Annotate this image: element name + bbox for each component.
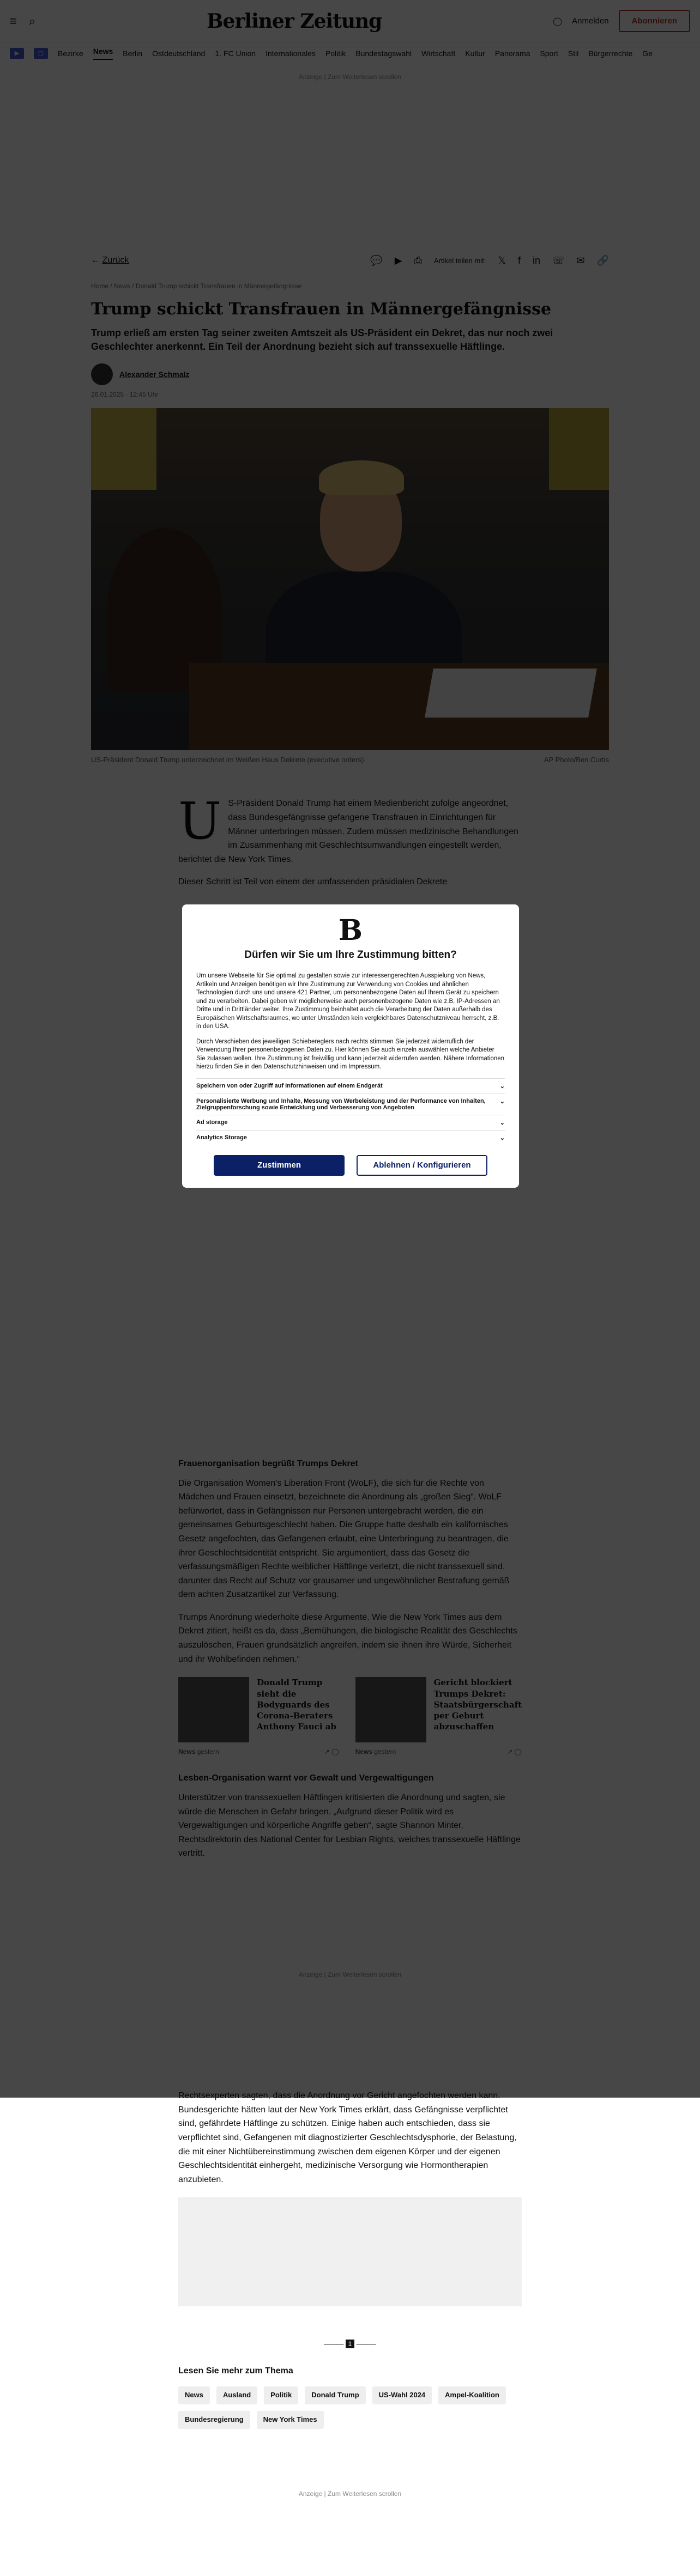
consent-section[interactable]: Analytics Storage ⌄ — [196, 1130, 505, 1145]
chevron-down-icon: ⌄ — [499, 1119, 505, 1126]
accept-button[interactable]: Zustimmen — [214, 1155, 345, 1176]
chevron-down-icon: ⌄ — [499, 1083, 505, 1090]
paragraph: Bundesgerichte hätten laut der New York Times erklärt, dass Gefängnisse verpflichtet sind, gefährdete Häftlinge zu schützen. Einige haben auch entschieden, dass sie verpflichtet sind, Gefangenen mit diagnostizierter Geschlechtsdysphorie, der Belastung, die mit einer Nichtübereinstimmung zwischen dem eigenen Körper und der eigenen Geschlechtsidentität einhergeht, medizinische Versorgung wie Hormontherapien anzubieten. — [178, 2105, 517, 2184]
ad-note: Anzeige | Zum Weiterlesen scrollen — [298, 2489, 402, 2498]
reject-configure-button[interactable]: Ablehnen / Konfigurieren — [357, 1155, 487, 1176]
tag[interactable]: US-Wahl 2024 — [372, 2386, 432, 2404]
page-indicator: ——— 1 ——— — [324, 2340, 376, 2348]
chevron-down-icon: ⌄ — [499, 1098, 505, 1105]
consent-dialog — [182, 904, 519, 1188]
consent-text: Durch Verschieben des jeweiligen Schiebereglers nach rechts stimmen Sie jederzeit widerruflich der Verwendung Ihrer personenbezogenen Daten zu. Hier können Sie auch einzeln auswählen welche Anbieter Sie zulassen wollen. Ihre Zustimmung ist freiwillig und kann jederzeit widerrufen werden. Nähere Informationen hierzu finden Sie in den Datenschutzhinweisen und im Impressum. — [196, 1038, 505, 1071]
consent-text: Um unsere Webseite für Sie optimal zu gestalten sowie zur interessengerechten Ausspielung von News, Artikeln und Anzeigen benötigen wir Ihre Zustimmung zur Verwendung von Cookies und ähnlichen Technologien durch uns und unsere 421 Partner, um personenbezogene Daten auf Ihrem Gerät zu speichern und zu verarbeiten. Dabei geben wir möglicherweise auch personenbezogene Daten wie z.B. IP-Adressen an Dritte und in Drittländer weiter. Ihre Zustimmung beinhaltet auch die Verarbeitung der Daten außerhalb des Europäischen Wirtschaftsraumes, wo unter Umständen kein vergleichbares Datenschutzniveau herrscht, z.B. in den USA. — [196, 973, 500, 1030]
consent-logo: B — [339, 914, 363, 947]
consent-title: Dürfen wir Sie um Ihre Zustimmung bitten? — [244, 949, 457, 961]
consent-section[interactable]: Personalisierte Werbung und Inhalte, Messung von Werbeleistung und der Performance von Inhalten, Zielgruppenforschung sowie Entwicklung und Verbesserung von Angeboten ⌄ — [196, 1093, 505, 1115]
tag[interactable]: Politik — [264, 2386, 298, 2404]
tag-list — [178, 2386, 522, 2429]
chevron-down-icon: ⌄ — [499, 1134, 505, 1141]
consent-section[interactable]: Speichern von oder Zugriff auf Informationen auf einem Endgerät ⌄ — [196, 1078, 505, 1093]
ad-slot — [178, 2197, 522, 2306]
tag[interactable]: New York Times — [257, 2411, 324, 2429]
tag[interactable]: Ampel-Koalition — [438, 2386, 506, 2404]
tag[interactable]: Bundesregierung — [178, 2411, 250, 2429]
consent-section[interactable]: Ad storage ⌄ — [196, 1115, 505, 1130]
more-heading: Lesen Sie mehr zum Thema — [178, 2366, 293, 2375]
tag[interactable]: Ausland — [216, 2386, 257, 2404]
tag[interactable]: News — [178, 2386, 210, 2404]
tag[interactable]: Donald Trump — [305, 2386, 365, 2404]
